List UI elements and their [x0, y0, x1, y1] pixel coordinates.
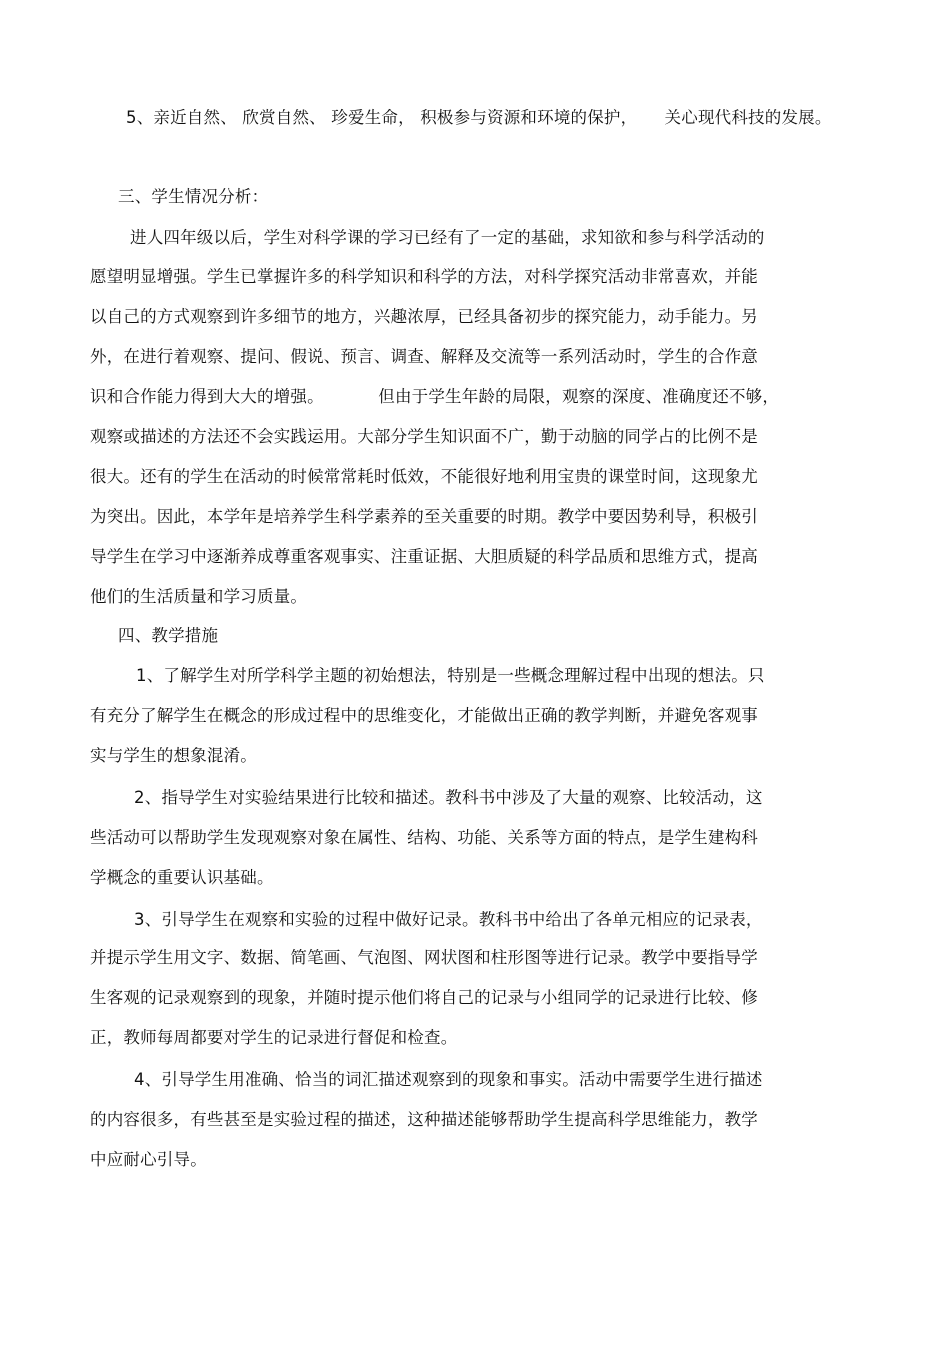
section-heading-teaching-measures: 四、教学措施: [118, 626, 219, 645]
paragraph-line: 并提示学生用文字、数据、简笔画、气泡图、网状图和柱形图等进行记录。教学中要指导学: [90, 948, 758, 967]
paragraph-line: 很大。还有的学生在活动的时候常常耗时低效，不能很好地利用宝贵的课堂时间，这现象尤: [90, 467, 758, 486]
paragraph-line: 的内容很多，有些甚至是实验过程的描述，这种描述能够帮助学生提高科学思维能力，教学: [90, 1110, 758, 1129]
goal-item-5: 5、亲近自然、 欣赏自然、 珍爱生命， 积极参与资源和环境的保护， 关心现代科技的发展。: [126, 108, 832, 127]
measure-item-4: 4、引导学生用准确、恰当的词汇描述观察到的现象和事实。活动中需要学生进行描述: [134, 1070, 763, 1089]
paragraph-line: 以自己的方式观察到许多细节的地方，兴趣浓厚，已经具备初步的探究能力，动手能力。另: [90, 307, 758, 326]
paragraph-line: 愿望明显增强。学生已掌握许多的科学知识和科学的方法，对科学探究活动非常喜欢，并能: [90, 267, 758, 286]
paragraph-line: 导学生在学习中逐渐养成尊重客观事实、注重证据、大胆质疑的科学品质和思维方式，提高: [90, 547, 758, 566]
paragraph-line: 他们的生活质量和学习质量。: [90, 587, 308, 606]
paragraph-line: 外，在进行着观察、提问、假说、预言、调查、解释及交流等一系列活动时，学生的合作意: [90, 347, 758, 366]
paragraph-line: 实与学生的想象混淆。: [90, 746, 257, 765]
paragraph-line: 进人四年级以后，学生对科学课的学习已经有了一定的基础，求知欲和参与科学活动的: [130, 228, 765, 247]
measure-item-1: 1、了解学生对所学科学主题的初始想法，特别是一些概念理解过程中出现的想法。只: [136, 666, 765, 685]
paragraph-line: 学概念的重要认识基础。: [90, 868, 274, 887]
paragraph-line: 生客观的记录观察到的现象，并随时提示他们将自己的记录与小组同学的记录进行比较、修: [90, 988, 758, 1007]
paragraph-line: 为突出。因此，本学年是培养学生科学素养的至关重要的时期。教学中要因势利导，积极引: [90, 507, 758, 526]
paragraph-line: 有充分了解学生在概念的形成过程中的思维变化，才能做出正确的教学判断，并避免客观事: [90, 706, 758, 725]
paragraph-line: 些活动可以帮助学生发现观察对象在属性、结构、功能、关系等方面的特点，是学生建构科: [90, 828, 758, 847]
section-heading-student-analysis: 三、学生情况分析：: [118, 187, 269, 206]
paragraph-line: 观察或描述的方法还不会实践运用。大部分学生知识面不广，勤于动脑的同学占的比例不是: [90, 427, 758, 446]
paragraph-line: 中应耐心引导。: [90, 1150, 207, 1169]
paragraph-line: 识和合作能力得到大大的增强。 但由于学生年龄的局限，观察的深度、准确度还不够，: [90, 387, 780, 406]
paragraph-line: 正，教师每周都要对学生的记录进行督促和检查。: [90, 1028, 458, 1047]
measure-item-2: 2、指导学生对实验结果进行比较和描述。教科书中涉及了大量的观察、比较活动，这: [134, 788, 763, 807]
measure-item-3: 3、引导学生在观察和实验的过程中做好记录。教科书中给出了各单元相应的记录表，: [134, 910, 763, 929]
